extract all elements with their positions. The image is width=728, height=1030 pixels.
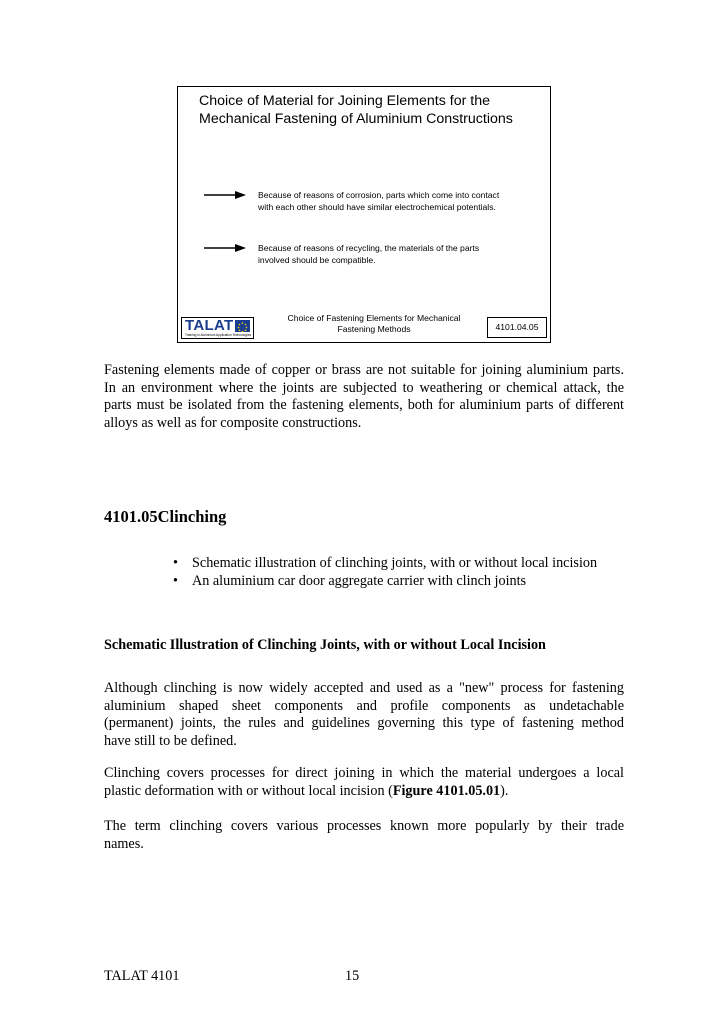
list-item-text: Schematic illustration of clinching joints, with or without local incision — [192, 555, 598, 571]
figure-footer-title-line: Choice of Fastening Elements for Mechanical — [287, 313, 461, 323]
bullet-icon: • — [173, 573, 178, 589]
paragraph-line: Although clinching is now widely accepted and used as a "new" process for fastening — [104, 680, 624, 696]
figure-footer — [178, 313, 550, 342]
paragraph-line: Clinching covers processes for direct joining in which the material undergoes a local — [104, 765, 624, 781]
talat-logo — [181, 317, 254, 339]
paragraph-trade-names — [104, 818, 624, 853]
slide-figure — [177, 86, 551, 343]
paragraph-line: Fastening elements made of copper or brass are not suitable for joining aluminium parts. — [104, 362, 624, 378]
list-item — [173, 572, 597, 590]
paragraph-line: parts must be isolated from the fastening elements, both for aluminium parts of different — [104, 397, 624, 413]
section-bullet-list — [173, 554, 597, 590]
paragraph-text: ). — [500, 782, 509, 799]
figure-point-line: involved should be compatible. — [258, 255, 376, 265]
arrow-right-icon — [204, 243, 246, 253]
logo-subtext: Training in Aluminium Application Technologies — [185, 333, 252, 337]
paragraph-line: alloys as well as for composite constructions. — [104, 414, 362, 431]
paragraph-clinching-definition — [104, 765, 624, 800]
paragraph-line: names. — [104, 835, 144, 852]
section-heading: 4101.05Clinching — [104, 507, 227, 526]
paragraph-line: In an environment where the joints are subjected to weathering or chemical attack, the — [104, 379, 624, 396]
figure-point-line: Because of reasons of recycling, the materials of the parts — [258, 243, 480, 253]
bullet-icon: • — [173, 555, 178, 571]
eu-flag-icon — [235, 320, 250, 332]
paragraph-clinching-intro — [104, 680, 624, 750]
paragraph-fastening — [104, 362, 624, 432]
figure-point — [258, 242, 479, 266]
logo-text: TALAT — [185, 317, 234, 334]
list-item — [173, 554, 597, 572]
figure-footer-title — [274, 313, 474, 335]
subheading: Schematic Illustration of Clinching Joints, with or without Local Incision — [104, 637, 546, 653]
figure-footer-title-line: Fastening Methods — [337, 324, 411, 334]
page-footer-doc: TALAT 4101 — [104, 968, 180, 984]
paragraph-line — [104, 783, 624, 801]
paragraph-text: plastic deformation with or without local incision ( — [104, 782, 393, 799]
figure-point-line: with each other should have similar electrochemical potentials. — [258, 202, 496, 212]
page-number: 15 — [345, 968, 360, 984]
figure-code: 4101.04.05 — [487, 317, 547, 338]
paragraph-line: aluminium shaped sheet components and profile components as undetachable — [104, 697, 624, 714]
arrow-right-icon — [204, 190, 246, 200]
figure-point — [258, 189, 499, 213]
figure-title-line: Choice of Material for Joining Elements for the — [199, 93, 490, 109]
figure-title — [199, 92, 544, 128]
figure-point-line: Because of reasons of corrosion, parts which come into contact — [258, 190, 500, 200]
paragraph-line: The term clinching covers various processes known more popularly by their trade — [104, 818, 624, 834]
figure-title-line: Mechanical Fastening of Aluminium Constructions — [199, 111, 513, 127]
list-item-text: An aluminium car door aggregate carrier with clinch joints — [192, 573, 527, 589]
figure-reference: Figure 4101.05.01 — [392, 782, 501, 799]
paragraph-line: (permanent) joints, the rules and guidelines governing this type of fastening method — [104, 715, 624, 731]
paragraph-line: have still to be defined. — [104, 732, 237, 749]
